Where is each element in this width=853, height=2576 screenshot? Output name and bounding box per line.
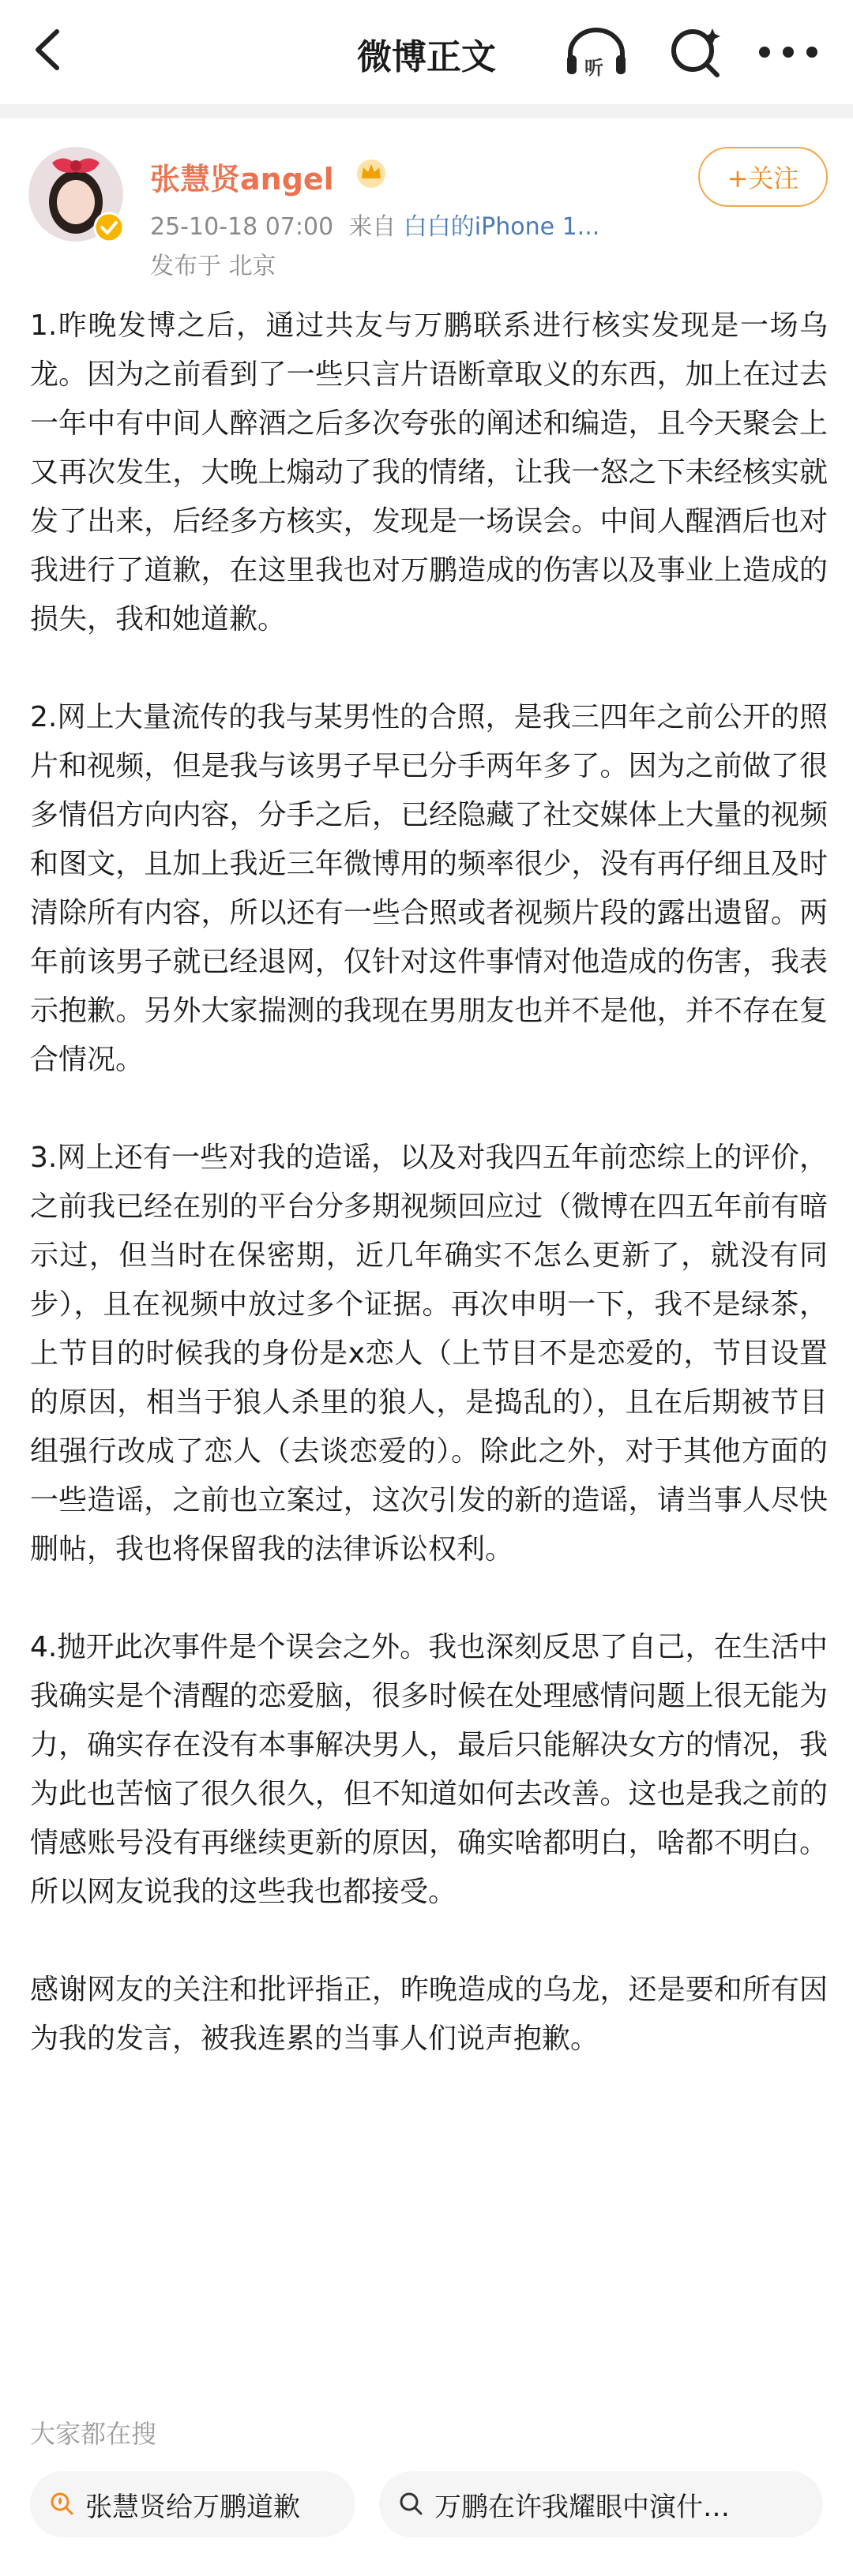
- section-divider: [0, 104, 853, 118]
- hot-search-chip-1[interactable]: [30, 2471, 355, 2537]
- post-meta: [150, 207, 599, 242]
- crown-icon: [354, 155, 389, 189]
- verified-badge-icon: [93, 212, 125, 243]
- hot-search-chip-1-label: 张慧贤给万鹏道歉: [85, 2491, 300, 2523]
- post-location: 发布于 北京: [150, 253, 276, 280]
- post-paragraph-5: 感谢网友的关注和批评指正，昨晚造成的乌龙，还是要和所有因为我的发言，被我连累的当事人们说声抱歉。: [30, 1974, 828, 2055]
- post-body: [30, 302, 828, 2113]
- search-button[interactable]: [667, 22, 727, 82]
- hot-search-chip-2[interactable]: [379, 2471, 823, 2537]
- post-paragraph-1: 1.昨晚发博之后，通过共友与万鹏联系进行核实发现是一场乌龙。因为之前看到了一些只言片语断章取义的东西，加上在过去一年中有中间人醉酒之后多次夸张的阐述和编造，且今天聚会上又再次发生，大晚上煽动了我的情绪，让我一怒之下未经核实就发了出来，后经多方核实，发现是一场误会。中间人醒酒后也对我进行了道歉，在这里我也对万鹏造成的伤害以及事业上造成的损失，我和她道歉。: [30, 309, 828, 636]
- search-icon: [667, 22, 727, 82]
- page-title: 微博正文: [357, 37, 496, 77]
- hot-search-label: 大家都在搜: [30, 2419, 157, 2449]
- source-prefix: 来自: [348, 213, 396, 241]
- author-name[interactable]: 张慧贤angel: [150, 162, 334, 197]
- listen-label: 听: [584, 57, 603, 79]
- top-bar: [0, 0, 853, 103]
- listen-button[interactable]: [562, 24, 630, 79]
- post-time: 25-10-18 07:00: [150, 213, 334, 241]
- more-button[interactable]: [749, 22, 828, 82]
- post-paragraph-3: 3.网上还有一些对我的造谣，以及对我四五年前恋综上的评价，之前我已经在别的平台分多期视频回应过（微博在四五年前有暗示过，但当时在保密期，近几年确实不怎么更新了，就没有同步），且在视频中放过多个证据。再次申明一下，我不是绿茶，上节目的时候我的身份是x恋人（上节目不是恋爱的，节目设置的原因，相当于狼人杀里的狼人，是捣乱的），且在后期被节目组强行改成了恋人（去谈恋爱的）。除此之外，对于其他方面的一些造谣，之前也立案过，这次引发的新的造谣，请当事人尽快删帖，我也将保留我的法律诉讼权利。: [30, 1142, 828, 1565]
- more-dots-icon: [749, 22, 828, 82]
- post-paragraph-2: 2.网上大量流传的我与某男性的合照，是我三四年之前公开的照片和视频，但是我与该男子早已分手两年多了。因为之前做了很多情侣方向内容，分手之后，已经隐藏了社交媒体上大量的视频和图文，且加上我近三年微博用的频率很少，没有再仔细且及时清除所有内容，所以还有一些合照或者视频片段的露出遗留。两年前该男子就已经退网，仅针对这件事情对他造成的伤害，我表示抱歉。另外大家揣测的我现在男朋友也并不是他，并不存在复合情况。: [30, 701, 828, 1076]
- search-icon: [398, 2491, 425, 2518]
- post-source-link[interactable]: 白白的iPhone 1...: [403, 213, 600, 241]
- post-paragraph-4: 4.抛开此次事件是个误会之外。我也深刻反思了自己，在生活中我确实是个清醒的恋爱脑，很多时候在处理感情问题上很无能为力，确实存在没有本事解决男人，最后只能解决女方的情况，我为此也苦恼了很久很久，但不知道如何去改善。这也是我之前的情感账号没有再继续更新的原因，确实啥都明白，啥都不明白。所以网友说我的这些我也都接受。: [30, 1631, 828, 1908]
- follow-button[interactable]: +关注: [698, 147, 828, 207]
- fire-search-icon: [49, 2491, 76, 2518]
- hot-search-chip-2-label: 万鹏在许我耀眼中演什…: [434, 2491, 730, 2523]
